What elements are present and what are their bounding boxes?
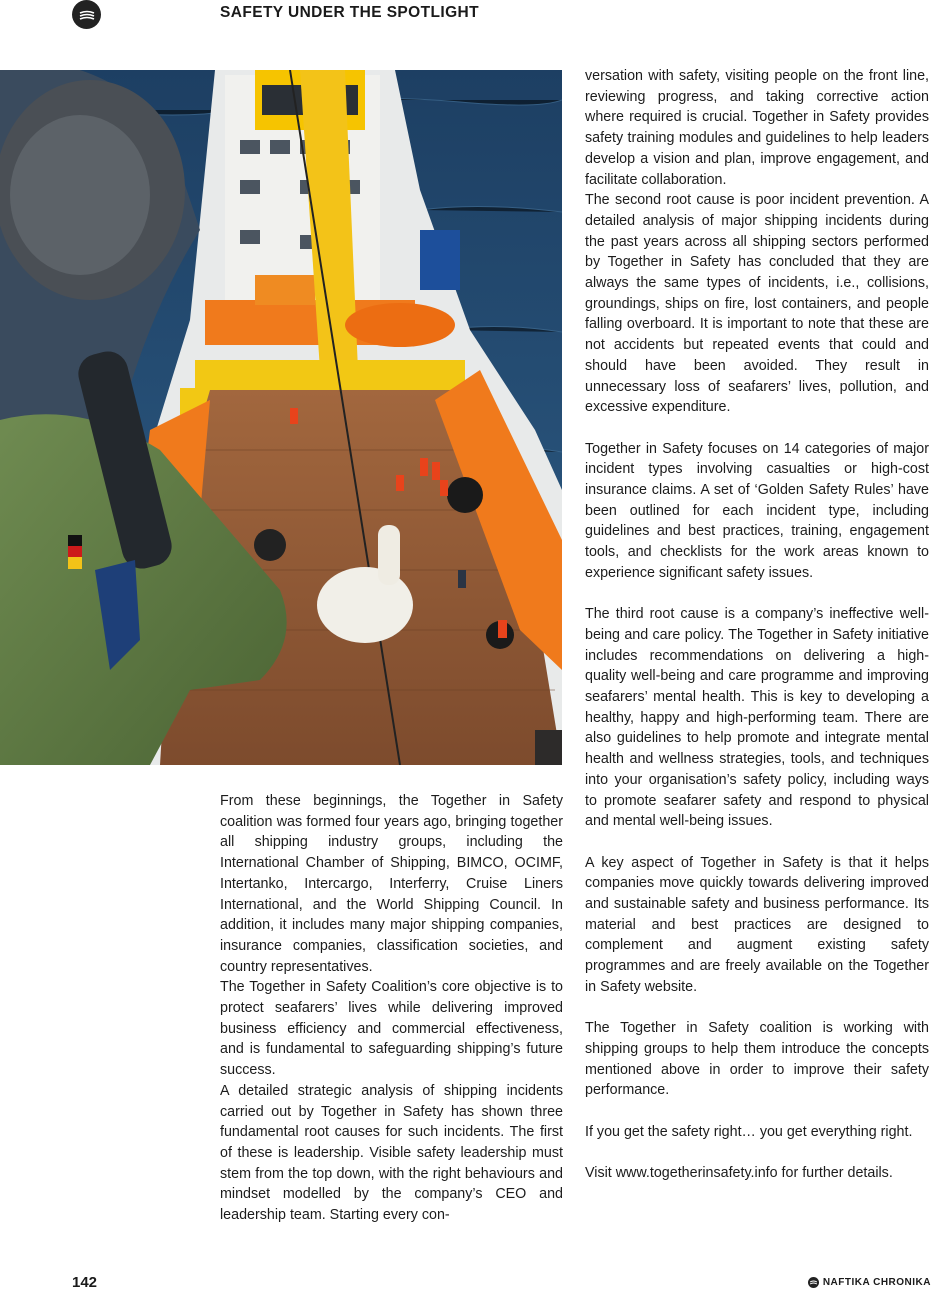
magazine-logo-icon	[72, 0, 101, 29]
right-column	[585, 66, 929, 1184]
paragraph: From these beginnings, the Together in Safety coalition was formed four years ago, bringing together all shipping industry groups, including the International Chamber of Shipping, BIMCO, OCIMF, Intertanko, Intercargo, Interferry, Cruise Liners International, and the World Shipping Council. In addition, it includes many major shipping companies, insurance companies, classification societies, and country representatives.	[220, 793, 563, 975]
paragraph: A detailed strategic analysis of shipping incidents carried out by Together in Safety has shown three fundamental root causes for such incidents. The first of these is leadership. Visible safety leadership must stem from the top down, with the right behaviours and mindset modelled by the company’s CEO and leadership team. Starting every con-	[220, 1082, 563, 1224]
paragraph: The third root cause is a company’s ineffective well-being and care policy. The Together in Safety initiative includes recommendations on delivering a high-quality well-being and care programme and improving seafarers’ mental health. This is key to developing a healthy, happy and high-performing team. There are also guidelines to help promote and integrate mental health and wellness strategies, tools, and techniques into your organisation’s safety policy, including ways to promote seafarer safety and respond to physical and mental well-being issues.	[585, 606, 929, 830]
paragraph: The second root cause is poor incident prevention. A detailed analysis of major shipping incidents during the past years across all shipping sectors performed by Together in Safety has concluded that they are always the same types of incidents, i.e., collisions, groundings, ships on fire, lost containers, and people falling overboard. It is important to note that these are not accidents but repeated events that could and should have been avoided. They result in unnecessary loss of seafarers’ lives, pollution, and excessive expenditure.	[585, 192, 929, 416]
brand-name: NAFTIKA CHRONIKA	[822, 1277, 931, 1288]
paragraph: versation with safety, visiting people on the front line, reviewing progress, and taking corrective action where required is crucial. Together in Safety provides safety training modules and guidelines to help leaders develop a vision and plan, improve engagement, and facilitate collaboration.	[585, 68, 929, 188]
paragraph: A key aspect of Together in Safety is that it helps companies move quickly towards delivering improved and sustainable safety and business performance. Its material and best practices are designed to complement and augment existing safety programmes and are freely available on the Together in Safety website.	[585, 854, 929, 995]
paragraph: If you get the safety right… you get everything right.	[585, 1123, 913, 1140]
brand-mark	[808, 1277, 931, 1288]
naftika-chronika-logo-icon	[808, 1277, 819, 1288]
paragraph: The Together in Safety Coalition’s core objective is to protect seafarers’ lives while delivering improved business efficiency and commercial effectiveness, and is fundamental to safeguarding shipping’s future success.	[220, 979, 563, 1079]
page-number: 142	[72, 1274, 98, 1291]
helicopter-winch-ship-photo	[0, 70, 562, 765]
paragraph: Together in Safety focuses on 14 categories of major incident types involving casualties or high-cost insurance claims. A set of ‘Golden Safety Rules’ have been outlined for each incident type, including guidelines and best practices, training, engagement tools, and checklists for the work areas known to experience significant safety issues.	[585, 440, 929, 581]
link-paragraph: Visit www.togetherinsafety.info for further details.	[585, 1165, 893, 1182]
section-title: SAFETY UNDER THE SPOTLIGHT	[220, 4, 479, 21]
paragraph: The Together in Safety coalition is working with shipping groups to help them introduce the concepts mentioned above in order to improve their safety performance.	[585, 1020, 929, 1099]
left-column	[220, 791, 563, 1226]
